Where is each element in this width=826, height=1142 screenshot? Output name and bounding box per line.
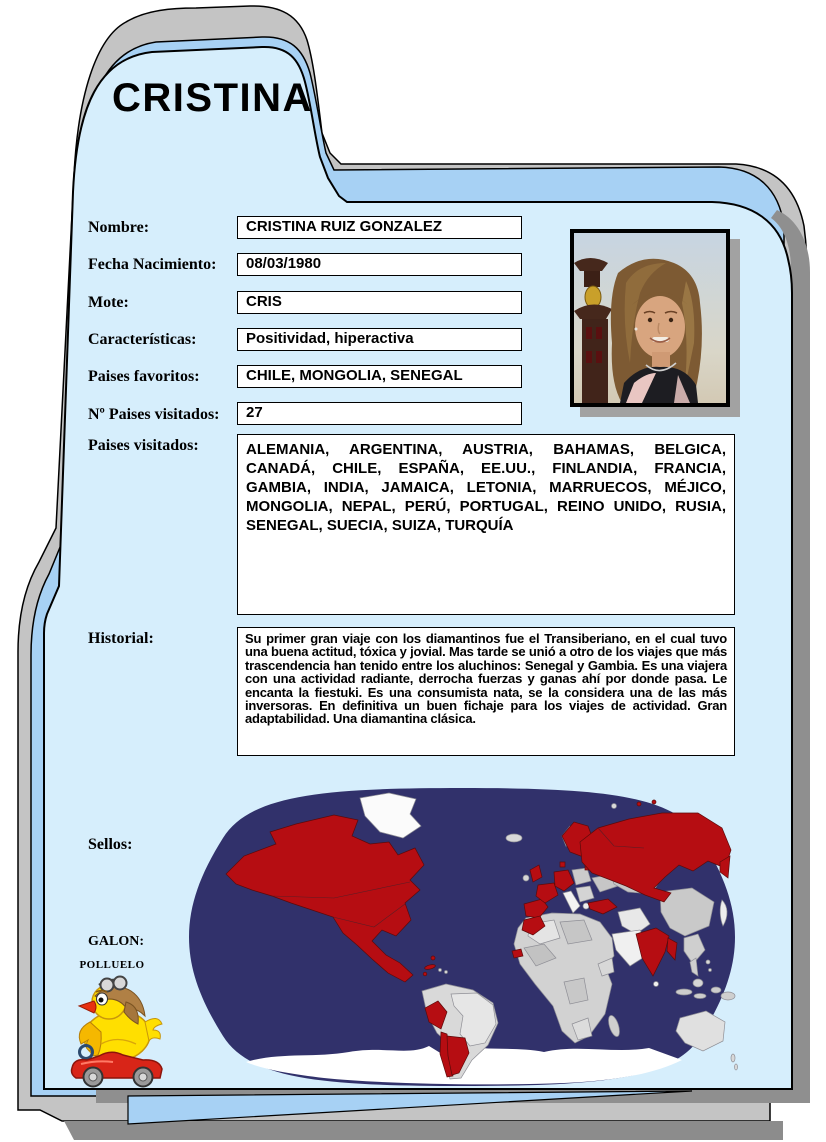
field-label-nombre: Nombre: (88, 219, 150, 236)
world-map (184, 786, 740, 1089)
field-input-caracteristicas[interactable]: Positividad, hiperactiva (237, 328, 522, 351)
field-input-nombre[interactable]: CRISTINA RUIZ GONZALEZ (237, 216, 522, 239)
field-label-paises-visitados: Paises visitados: (88, 437, 199, 454)
field-input-num-paises[interactable]: 27 (237, 402, 522, 425)
field-label-sellos: Sellos: (88, 836, 133, 853)
badge-polluelo-label: POLLUELO (79, 959, 145, 971)
field-label-galon: GALON: (88, 934, 144, 949)
field-label-historial: Historial: (88, 630, 154, 647)
field-label-paises-favoritos: Paises favoritos: (88, 368, 200, 385)
woman-portrait (611, 259, 702, 403)
field-label-fecha-nacimiento: Fecha Nacimiento: (88, 256, 217, 273)
visited-countries-map (184, 786, 740, 1089)
profile-photo-image (574, 233, 726, 403)
field-textarea-historial[interactable]: Su primer gran viaje con los diamantinos fue el Transiberiano, en el cual tuvo una buena actitud, tóxica y jovial. Mas tarde se unió a otro de los viajes que más trascendencia han tenido entre los aluchinos: Senegal y Gambia. Es una viajera con una actividad radiante, derrocha fuerzas y ganas ahí por donde pasa. Le encanta la fiestuki. Es una consumista nata, se la considera una de las más inversoras. En definitiva un buen fichaje para los viajes de actividad. Gran adaptabilidad. Una diamantina clásica. (237, 627, 735, 756)
bottom-shadow-bar (64, 1121, 783, 1140)
field-label-mote: Mote: (88, 294, 129, 311)
field-input-paises-favoritos[interactable]: CHILE, MONGOLIA, SENEGAL (237, 365, 522, 388)
profile-photo (570, 229, 730, 407)
chick-on-car-icon (56, 972, 178, 1088)
polluelo-chick-badge (56, 972, 178, 1088)
field-input-mote[interactable]: CRIS (237, 291, 522, 314)
field-label-num-paises: Nº Paises visitados: (88, 406, 220, 423)
field-label-caracteristicas: Características: (88, 331, 197, 348)
page-title: CRISTINA (112, 76, 313, 120)
field-input-fecha-nacimiento[interactable]: 08/03/1980 (237, 253, 522, 276)
field-textarea-paises-visitados[interactable]: ALEMANIA, ARGENTINA, AUSTRIA, BAHAMAS, BELGICA, CANADÁ, CHILE, ESPAÑA, EE.UU., FINLANDIA, FRANCIA, GAMBIA, INDIA, JAMAICA, LETONIA, MARRUECOS, MÉJICO, MONGOLIA, NEPAL, PERÚ, PORTUGAL, REINO UNIDO, RUSIA, SENEGAL, SUECIA, SUIZA, TURQUÍA (237, 434, 735, 615)
